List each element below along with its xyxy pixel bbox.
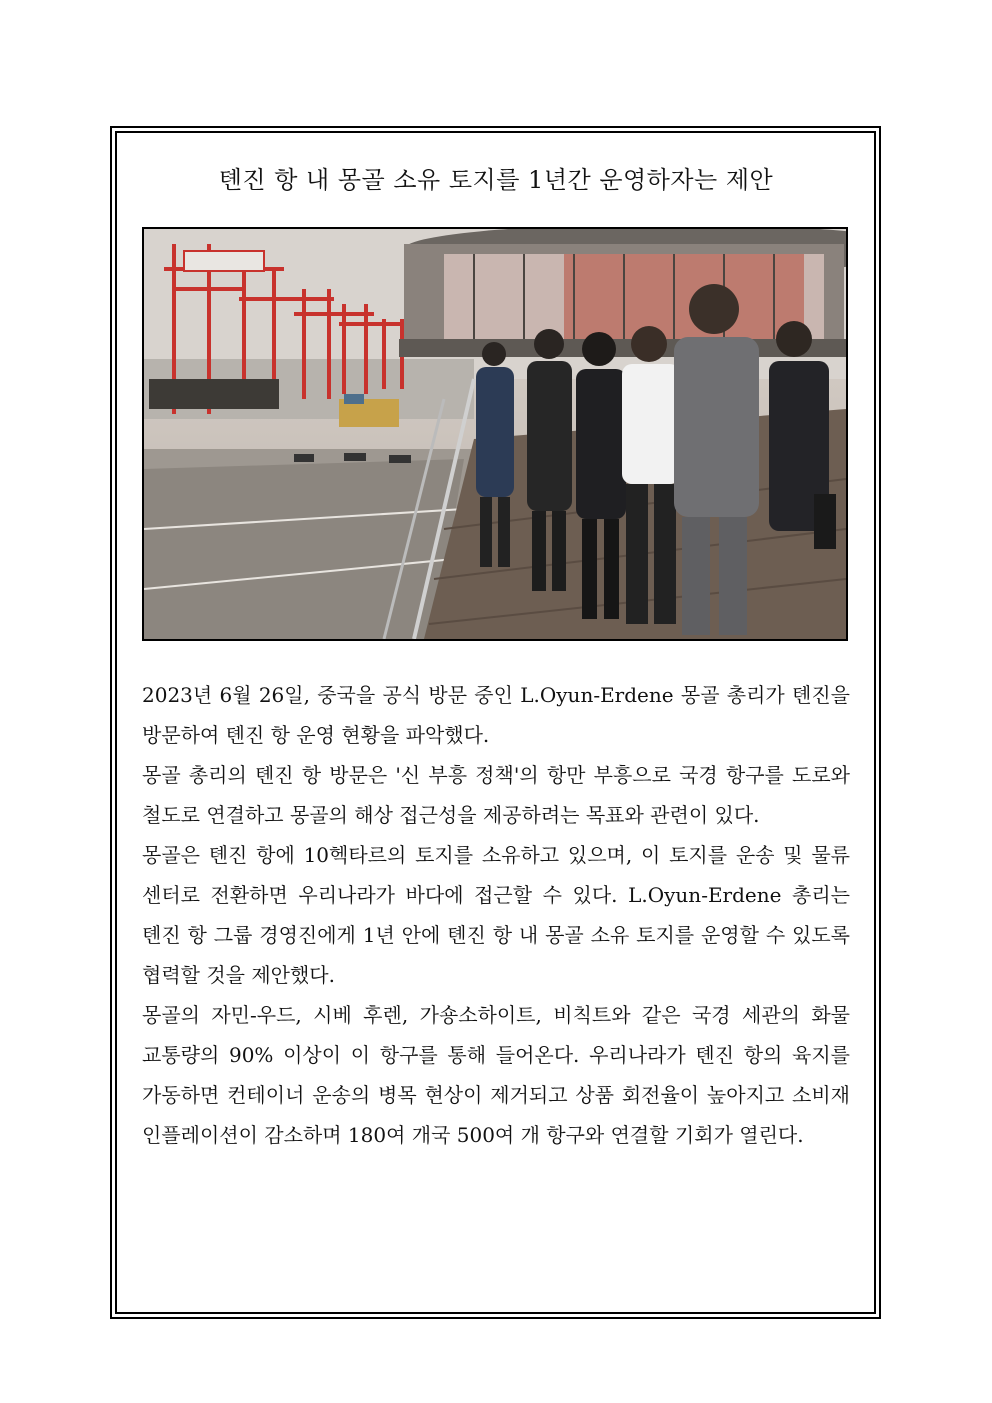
paragraph: 몽골 총리의 톈진 항 방문은 '신 부흥 정책'의 항만 부흥으로 국경 항구를 도로와 철도로 연결하고 몽골의 해상 접근성을 제공하려는 목표와 관련이 있다. — [142, 763, 850, 827]
paragraph: 2023년 6월 26일, 중국을 공식 방문 중인 L.Oyun-Erdene 몽골 총리가 톈진을 방문하여 톈진 항 운영 현황을 파악했다. — [142, 683, 850, 747]
article-body — [142, 675, 850, 1155]
paragraph: 몽골은 톈진 항에 10헥타르의 토지를 소유하고 있으며, 이 토지를 운송 및 물류 센터로 전환하면 우리나라가 바다에 접근할 수 있다. L.Oyun-Erdene 총리는 톈진 항 그룹 경영진에게 1년 안에 톈진 항 내 몽골 소유 토지를 운영할 수 있도록 협력할 것을 제안했다. — [142, 843, 850, 987]
port-visit-photo — [142, 227, 848, 641]
document-title: 톈진 항 내 몽골 소유 토지를 1년간 운영하자는 제안 — [218, 166, 774, 194]
paragraph: 몽골의 자민-우드, 시베 후렌, 가숑소하이트, 비칙트와 같은 국경 세관의 화물 교통량의 90% 이상이 이 항구를 통해 들어온다. 우리나라가 톈진 항의 육지를 가동하면 컨테이너 운송의 병목 현상이 제거되고 상품 회전율이 높아지고 소비재 인플레이션이 감소하며 180여 개국 500여 개 항구와 연결할 기회가 열린다. — [142, 1003, 850, 1147]
